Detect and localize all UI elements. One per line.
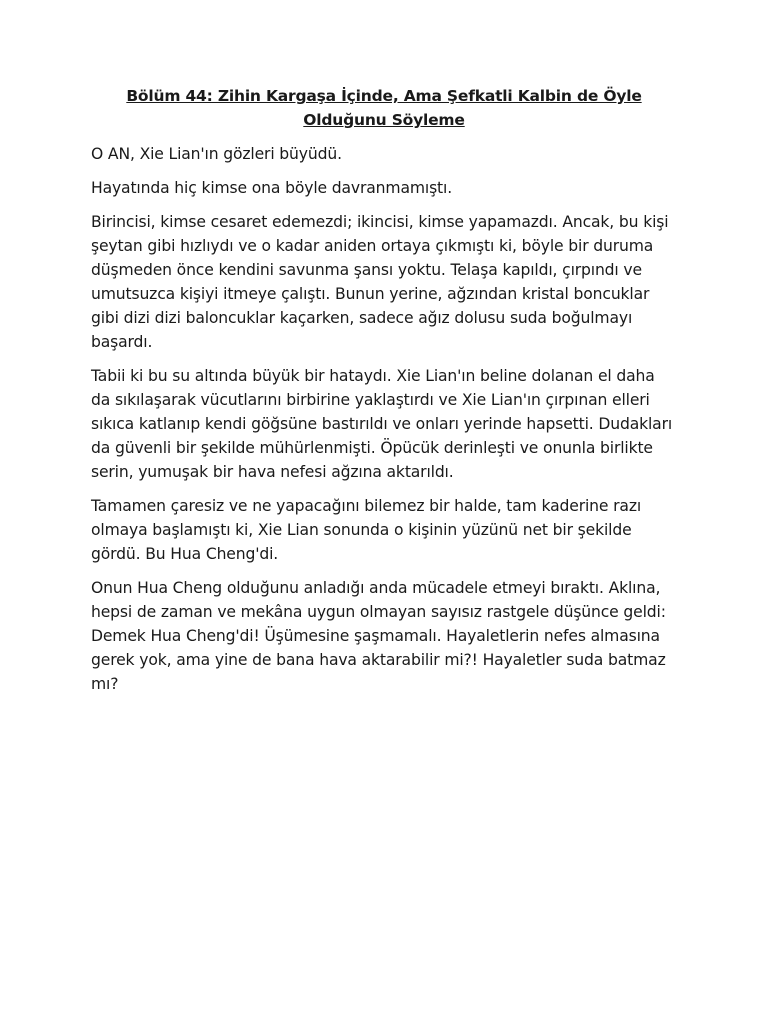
paragraph: Tamamen çaresiz ve ne yapacağını bilemez bir halde, tam kaderine razı olmaya başlamıştı ki, Xie Lian sonunda o kişinin yüzünü net bir şekilde gördü. Bu Hua Cheng'di.: [91, 497, 642, 563]
paragraph: Hayatında hiç kimse ona böyle davranmamıştı.: [91, 179, 452, 197]
paragraph: Onun Hua Cheng olduğunu anladığı anda mücadele etmeyi bıraktı. Aklına, hepsi de zaman ve mekâna uygun olmayan sayısız rastgele düşünce geldi: Demek Hua Cheng'di! Üşümesine şaşmamalı. Hayaletlerin nefes almasına gerek yok, ama yine de bana hava aktarabilir mi?! Hayaletler suda batmaz mı?: [91, 579, 666, 693]
paragraph: O AN, Xie Lian'ın gözleri büyüdü.: [91, 145, 342, 163]
document-page: [91, 84, 677, 706]
paragraph: Birincisi, kimse cesaret edemezdi; ikincisi, kimse yapamazdı. Ancak, bu kişi şeytan gibi hızlıydı ve o kadar aniden ortaya çıkmıştı ki, böyle bir duruma düşmeden önce kendini savunma şansı yoktu. Telaşa kapıldı, çırpındı ve umutsuzca kişiyi itmeye çalıştı. Bunun yerine, ağzından kristal boncuklar gibi dizi dizi baloncuklar kaçarken, sadece ağız dolusu suda boğulmayı başardı.: [91, 213, 669, 351]
paragraph: Tabii ki bu su altında büyük bir hataydı. Xie Lian'ın beline dolanan el daha da sıkılaşarak vücutlarını birbirine yaklaştırdı ve Xie Lian'ın çırpınan elleri sıkıca katlanıp kendi göğsüne bastırıldı ve onları yerinde hapsetti. Dudakları da güvenli bir şekilde mühürlenmişti. Öpücük derinleşti ve onunla birlikte serin, yumuşak bir hava nefesi ağzına aktarıldı.: [91, 367, 673, 481]
chapter-title: Bölüm 44: Zihin Kargaşa İçinde, Ama Şefkatli Kalbin de Öyle Olduğunu Söyleme: [126, 87, 642, 129]
